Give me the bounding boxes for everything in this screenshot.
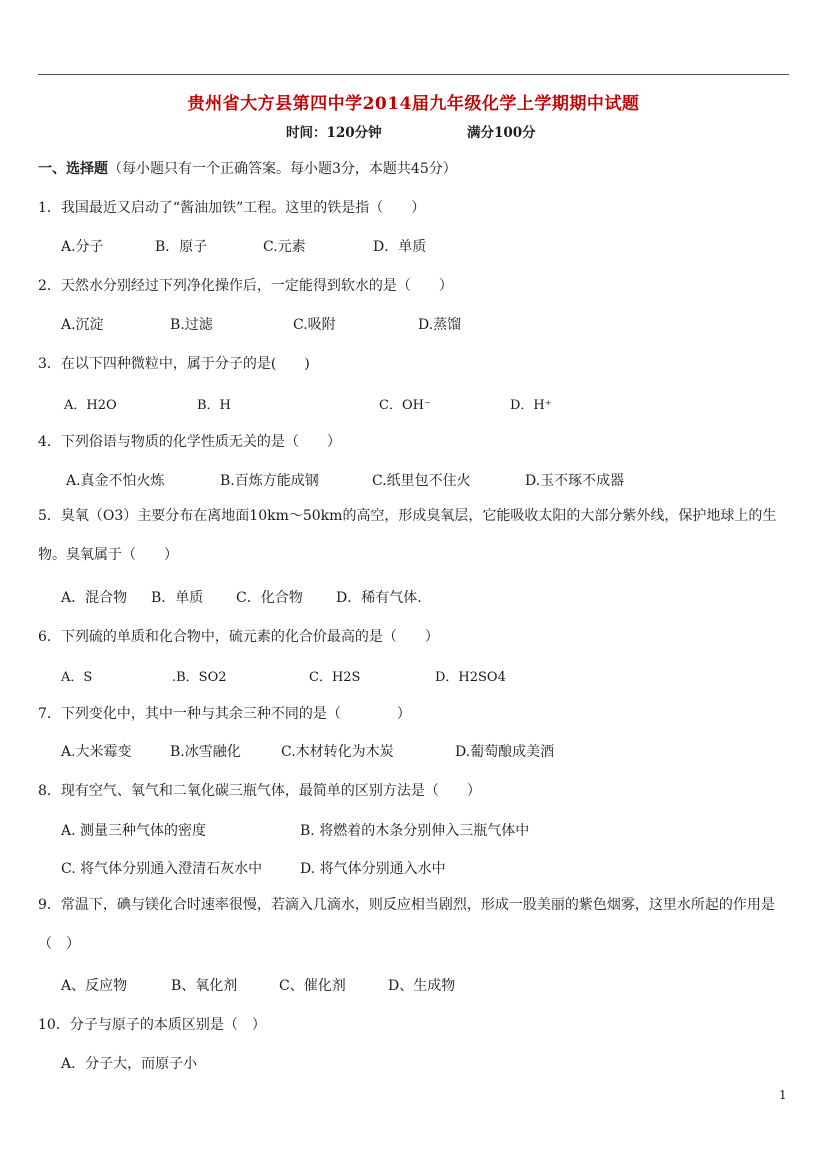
section-heading (38, 158, 457, 178)
question-3-option-c: C．OH⁻ (379, 398, 431, 413)
question-7-option-d: D.葡萄酿成美酒 (455, 744, 555, 760)
question-1-option-b: B．原子 (155, 239, 208, 255)
section-note: （每小题只有一个正确答案。每小题3分，本题共45分） (108, 161, 457, 177)
section-title: 一、选择题 (38, 161, 108, 177)
question-3-option-b: B．H (197, 398, 231, 413)
question-2-option-a: A.沉淀 (61, 317, 104, 333)
question-5-option-c: C．化合物 (236, 590, 303, 606)
question-8-option-d: D. 将气体分别通入水中 (300, 861, 446, 877)
question-4-option-a: A.真金不怕火炼 (66, 473, 165, 489)
question-6-option-b: .B．SO2 (172, 670, 227, 685)
question-1-stem: 1．我国最近又启动了“酱油加铁”工程。这里的铁是指（ ） (38, 200, 426, 216)
question-2-option-c: C.吸附 (293, 317, 336, 333)
question-7-option-a: A.大米霉变 (61, 744, 132, 760)
question-3-option-d: D．H⁺ (510, 398, 552, 413)
question-7-option-b: B.冰雪融化 (170, 744, 241, 760)
question-6-stem: 6．下列硫的单质和化合物中，硫元素的化合价最高的是（ ） (38, 629, 439, 645)
question-5-option-a: A．混合物 (61, 590, 128, 606)
question-1-option-c: C.元素 (263, 239, 306, 255)
exam-time: 时间：120分钟 (286, 125, 382, 141)
question-8-option-c: C. 将气体分别通入澄清石灰水中 (61, 861, 263, 877)
question-7-stem: 7．下列变化中，其中一种与其余三种不同的是（ ） (38, 706, 411, 722)
question-5-stem: 5．臭氧（O3）主要分布在离地面10km～50km的高空，形成臭氧层，它能吸收太阳的大部分紫外线，保护地球上的生物。臭氧属于（ ） (38, 508, 777, 563)
page-title: 贵州省大方县第四中学2014届九年级化学上学期期中试题 (187, 94, 640, 114)
question-9-option-d: D、生成物 (388, 978, 456, 994)
header-rule (38, 74, 789, 75)
question-4-option-c: C.纸里包不住火 (372, 473, 471, 489)
question-8-stem: 8．现有空气、氧气和二氧化碳三瓶气体，最简单的区别方法是（ ） (38, 783, 481, 799)
question-4-stem: 4．下列俗语与物质的化学性质无关的是（ ） (38, 434, 341, 450)
question-9-stem: 9．常温下，碘与镁化合时速率很慢，若滴入几滴水，则反应相当剧烈，形成一股美丽的紫色烟雾，这里水所起的作用是（ ） (38, 897, 775, 952)
exam-full-score: 满分100分 (467, 125, 536, 141)
question-1-option-d: D．单质 (373, 239, 427, 255)
question-7-option-c: C.木材转化为木炭 (281, 744, 394, 760)
page-number: 1 (779, 1088, 787, 1102)
question-3-option-a: A．H2O (64, 398, 117, 413)
question-9-option-a: A、反应物 (61, 978, 128, 994)
question-10-option-a: A．分子大，而原子小 (61, 1056, 198, 1072)
question-10-stem: 10．分子与原子的本质区别是（ ） (38, 1017, 266, 1033)
question-1-option-a: A.分子 (61, 239, 104, 255)
question-2-stem: 2．天然水分别经过下列净化操作后，一定能得到软水的是（ ） (38, 278, 453, 294)
question-2-option-d: D.蒸馏 (418, 317, 462, 333)
question-3-stem: 3．在以下四种微粒中，属于分子的是( ) (38, 356, 310, 372)
question-9-option-b: B、氧化剂 (171, 978, 238, 994)
question-4-option-d: D.玉不琢不成器 (525, 473, 625, 489)
question-5-option-b: B．单质 (151, 590, 204, 606)
question-8-option-b: B. 将燃着的木条分别伸入三瓶气体中 (300, 823, 530, 839)
question-4-option-b: B.百炼方能成钢 (220, 473, 319, 489)
question-6-option-a: A．S (61, 670, 93, 685)
question-2-option-b: B.过滤 (170, 317, 213, 333)
question-8-option-a: A. 测量三种气体的密度 (61, 823, 207, 839)
question-5-option-d: D．稀有气体. (336, 590, 422, 606)
question-6-option-d: D．H2SO4 (435, 670, 506, 685)
question-6-option-c: C．H2S (309, 670, 361, 685)
question-9-option-c: C、催化剂 (279, 978, 346, 994)
